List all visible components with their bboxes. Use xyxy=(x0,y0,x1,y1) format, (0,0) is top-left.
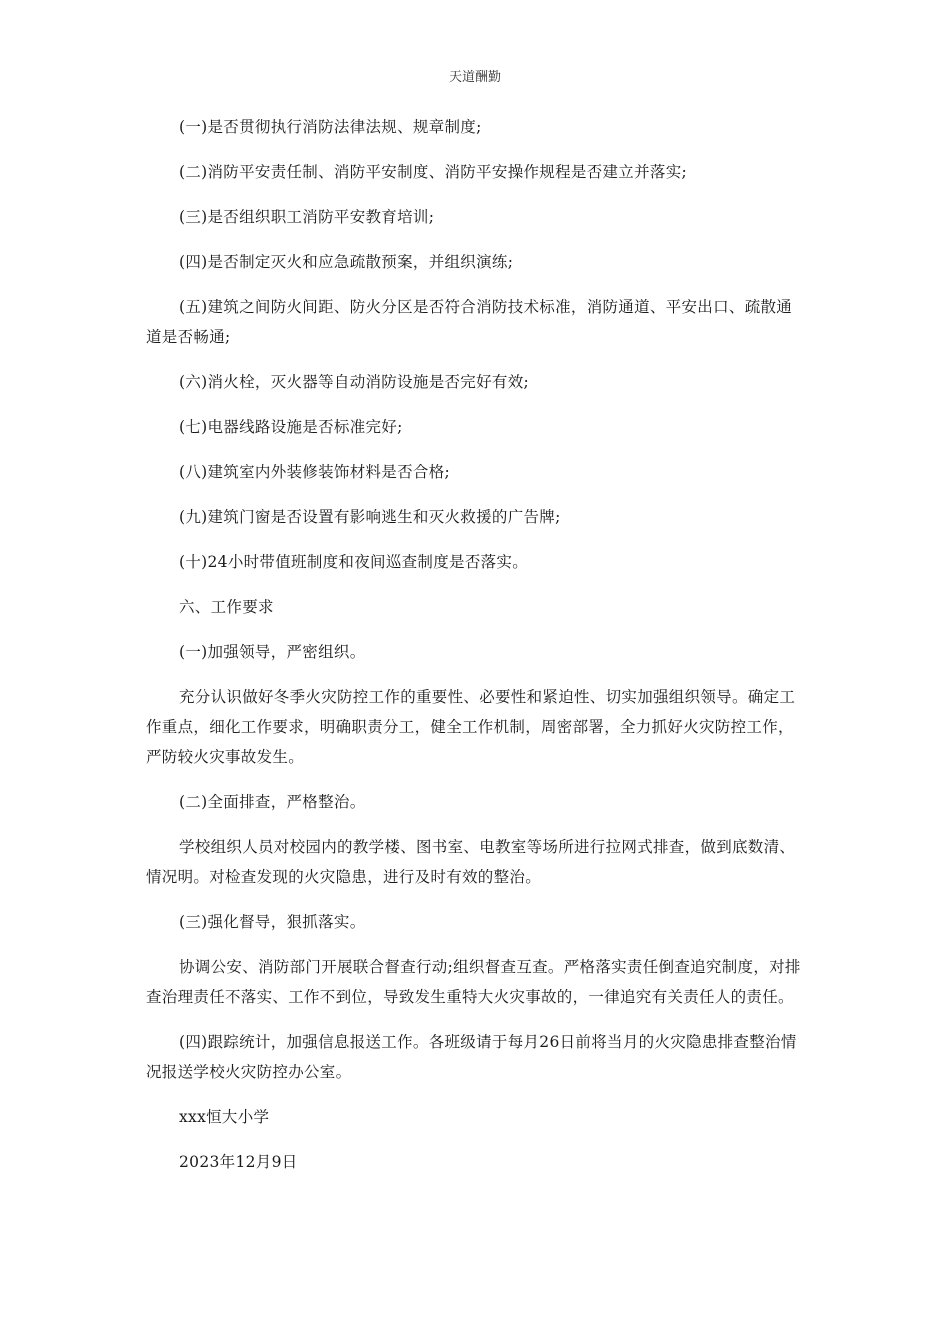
paragraph: (九)建筑门窗是否设置有影响逃生和灭火救援的广告牌; xyxy=(179,508,561,526)
subheading: (二)全面排查，严格整治。 xyxy=(179,793,366,811)
paragraph: (五)建筑之间防火间距、防火分区是否符合消防技术标准，消防通道、平安出口、疏散通道是否畅通; xyxy=(146,298,793,346)
paragraph: (十)24小时带值班制度和夜间巡查制度是否落实。 xyxy=(179,553,529,571)
signature-date: 2023年12月9日 xyxy=(179,1153,298,1171)
paragraph: (三)是否组织职工消防平安教育培训; xyxy=(179,208,435,226)
paragraph: (四)跟踪统计，加强信息报送工作。各班级请于每月26日前将当月的火灾隐患排查整治情况报送学校火灾防控办公室。 xyxy=(146,1033,797,1081)
paragraph: (二)消防平安责任制、消防平安制度、消防平安操作规程是否建立并落实; xyxy=(179,163,688,181)
paragraph: (一)是否贯彻执行消防法律法规、规章制度; xyxy=(179,118,482,136)
subheading: (一)加强领导，严密组织。 xyxy=(179,643,366,661)
document-body xyxy=(146,112,806,1192)
paragraph: 学校组织人员对校园内的教学楼、图书室、电教室等场所进行拉网式排查，做到底数清、情况明。对检查发现的火灾隐患，进行及时有效的整治。 xyxy=(146,838,796,886)
paragraph: (四)是否制定灭火和应急疏散预案，并组织演练; xyxy=(179,253,514,271)
page-header: 天道酬勤 xyxy=(448,70,501,85)
paragraph: (七)电器线路设施是否标准完好; xyxy=(179,418,403,436)
paragraph: 充分认识做好冬季火灾防控工作的重要性、必要性和紧迫性、切实加强组织领导。确定工作重点，细化工作要求，明确职责分工，健全工作机制，周密部署，全力抓好火灾防控工作，严防较火灾事故发生。 xyxy=(146,688,796,766)
paragraph: (六)消火栓，灭火器等自动消防设施是否完好有效; xyxy=(179,373,530,391)
signature-org: xxx恒大小学 xyxy=(179,1108,270,1126)
section-heading: 六、工作要求 xyxy=(179,598,274,616)
subheading: (三)强化督导，狠抓落实。 xyxy=(179,913,366,931)
paragraph: 协调公安、消防部门开展联合督查行动;组织督查互查。严格落实责任倒查追究制度，对排查治理责任不落实、工作不到位，导致发生重特大火灾事故的，一律追究有关责任人的责任。 xyxy=(146,958,801,1006)
paragraph: (八)建筑室内外装修装饰材料是否合格; xyxy=(179,463,451,481)
